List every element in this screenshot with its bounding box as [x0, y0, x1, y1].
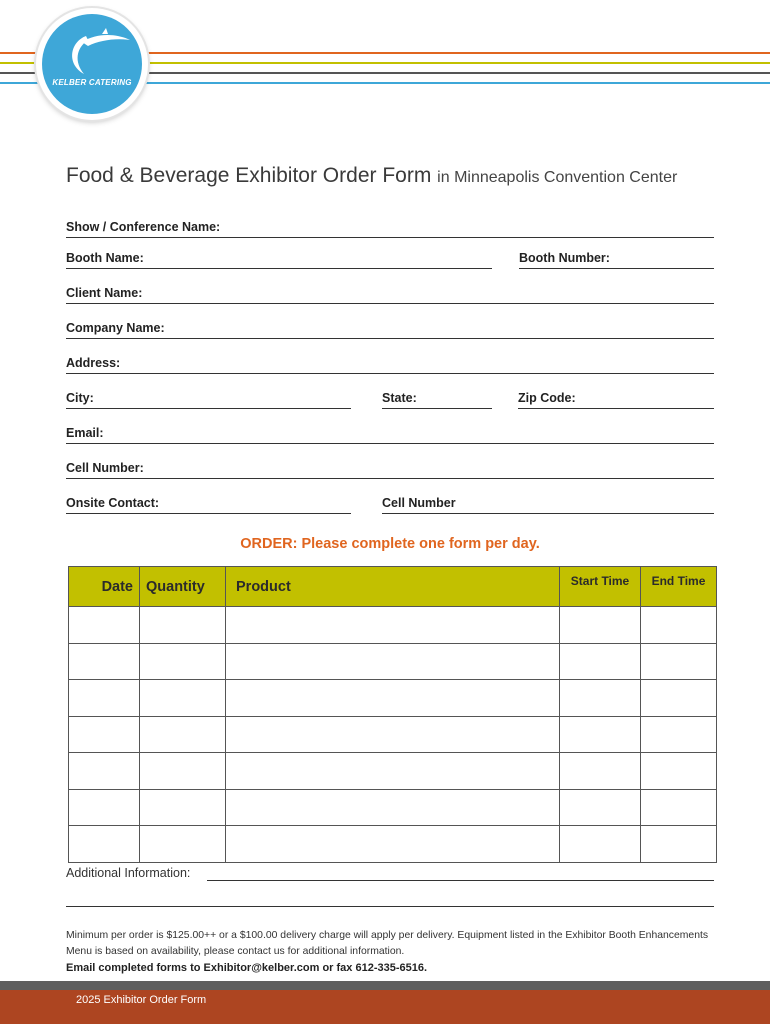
show-conference-name-field[interactable]: [66, 219, 714, 238]
end-time-cell[interactable]: [641, 753, 717, 790]
quantity-cell[interactable]: [140, 607, 226, 644]
end-time-cell[interactable]: [641, 680, 717, 717]
state-field[interactable]: [382, 390, 492, 409]
booth-name-label: Booth Name:: [66, 251, 144, 265]
start-time-cell[interactable]: [560, 680, 641, 717]
product-cell[interactable]: [226, 716, 560, 753]
footer-text: 2025 Exhibitor Order Form: [76, 994, 207, 1006]
end-time-column-header: End Time: [641, 567, 717, 607]
date-cell[interactable]: [69, 753, 140, 790]
order-table-row: [69, 716, 717, 753]
client-name-label: Client Name:: [66, 286, 143, 300]
state-label: State:: [382, 391, 417, 405]
order-table-row: [69, 607, 717, 644]
date-cell[interactable]: [69, 789, 140, 826]
booth-number-label: Booth Number:: [519, 251, 610, 265]
start-time-cell[interactable]: [560, 789, 641, 826]
zip-code-field[interactable]: [518, 390, 714, 409]
order-table-row: [69, 789, 717, 826]
additional-information-label: Additional Information:: [66, 866, 191, 880]
date-cell[interactable]: [69, 643, 140, 680]
booth-number-field[interactable]: [519, 250, 714, 269]
client-name-field[interactable]: [66, 285, 714, 304]
product-cell[interactable]: [226, 680, 560, 717]
end-time-cell[interactable]: [641, 607, 717, 644]
product-cell[interactable]: [226, 826, 560, 863]
onsite-contact-label: Onsite Contact:: [66, 496, 160, 510]
end-time-cell[interactable]: [641, 789, 717, 826]
company-name-field[interactable]: [66, 320, 714, 339]
product-cell[interactable]: [226, 643, 560, 680]
logo-swoosh-icon: [42, 14, 142, 84]
address-label: Address:: [66, 356, 121, 370]
onsite-cell-number-field[interactable]: [382, 495, 714, 514]
start-time-cell[interactable]: [560, 716, 641, 753]
minimum-order-note: Minimum per order is $125.00++ or a $100.00 delivery charge will apply per delivery. Equipment listed in the Exhibitor Booth Enhancements Menu is based on availability, please contact us for additional information.: [66, 930, 709, 957]
start-time-cell[interactable]: [560, 607, 641, 644]
product-column-header: Product: [226, 567, 560, 607]
start-time-cell[interactable]: [560, 753, 641, 790]
product-cell[interactable]: [226, 753, 560, 790]
cell-number-field[interactable]: [66, 460, 714, 479]
order-table: [68, 566, 717, 863]
order-table-row: [69, 643, 717, 680]
quantity-cell[interactable]: [140, 789, 226, 826]
cell-number-label: Cell Number:: [66, 461, 144, 475]
date-column-header: Date: [69, 567, 140, 607]
date-cell[interactable]: [69, 680, 140, 717]
footer-bar: [0, 990, 770, 1024]
show-conference-name-label: Show / Conference Name:: [66, 220, 221, 234]
city-label: City:: [66, 391, 94, 405]
start-time-cell[interactable]: [560, 643, 641, 680]
footer-gray-band: [0, 981, 770, 990]
product-cell[interactable]: [226, 607, 560, 644]
quantity-cell[interactable]: [140, 680, 226, 717]
page-title: [66, 164, 677, 188]
company-name-label: Company Name:: [66, 321, 165, 335]
booth-name-field[interactable]: [66, 250, 492, 269]
quantity-column-header: Quantity: [140, 567, 226, 607]
order-table-row: [69, 680, 717, 717]
end-time-cell[interactable]: [641, 826, 717, 863]
form-title: Food & Beverage Exhibitor Order Form: [66, 164, 432, 187]
city-field[interactable]: [66, 390, 351, 409]
form-subtitle: in Minneapolis Convention Center: [437, 169, 678, 186]
additional-information-field[interactable]: [66, 866, 714, 883]
email-field[interactable]: [66, 425, 714, 444]
address-field[interactable]: [66, 355, 714, 374]
order-table-row: [69, 826, 717, 863]
quantity-cell[interactable]: [140, 643, 226, 680]
order-table-header: [69, 567, 717, 607]
date-cell[interactable]: [69, 716, 140, 753]
quantity-cell[interactable]: [140, 753, 226, 790]
email-label: Email:: [66, 426, 104, 440]
kelber-catering-logo: [36, 8, 148, 120]
additional-information-line: [207, 880, 714, 881]
start-time-column-header: Start Time: [560, 567, 641, 607]
end-time-cell[interactable]: [641, 716, 717, 753]
start-time-cell[interactable]: [560, 826, 641, 863]
onsite-contact-field[interactable]: [66, 495, 351, 514]
end-time-cell[interactable]: [641, 643, 717, 680]
order-table-row: [69, 753, 717, 790]
onsite-cell-number-label: Cell Number: [382, 496, 456, 510]
date-cell[interactable]: [69, 826, 140, 863]
additional-information-line-2[interactable]: [66, 906, 714, 907]
submission-instructions: Email completed forms to Exhibitor@kelber.com or fax 612-335-6516.: [66, 962, 428, 974]
quantity-cell[interactable]: [140, 716, 226, 753]
date-cell[interactable]: [69, 607, 140, 644]
product-cell[interactable]: [226, 789, 560, 826]
zip-code-label: Zip Code:: [518, 391, 576, 405]
logo-text: KELBER CATERING: [52, 78, 132, 87]
order-heading: ORDER: Please complete one form per day.: [240, 536, 540, 552]
quantity-cell[interactable]: [140, 826, 226, 863]
